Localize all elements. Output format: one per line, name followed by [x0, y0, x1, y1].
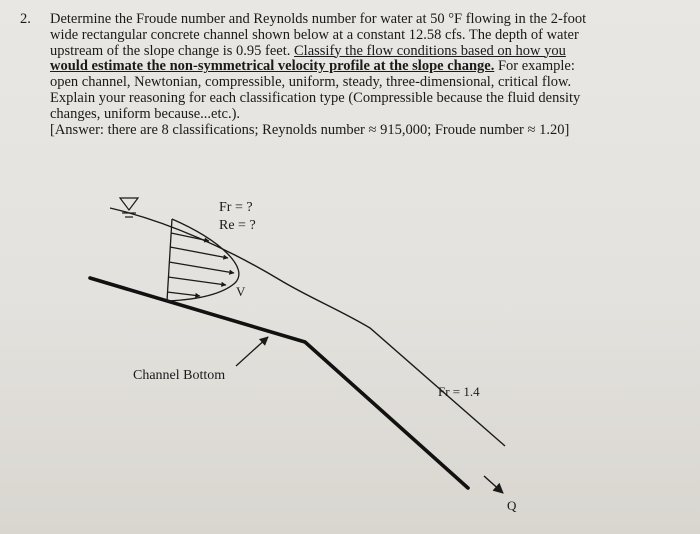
downstream-froude-label: Fr = 1.4: [438, 384, 480, 399]
channel-bottom-pointer: [236, 337, 268, 366]
water-surface-line: [110, 208, 505, 446]
text-segment: upstream of the slope change is 0.95 feet.: [50, 42, 295, 59]
text-segment: For example:: [494, 58, 575, 75]
answer-text: [Answer: there are 8 classifications; Reynolds number ≈ 915,000; Froude number ≈ 1.20]: [50, 121, 570, 138]
text-segment: Explain your reasoning for each classification type (Compressible because the fluid density: [50, 89, 581, 106]
underlined-text: Classify the flow conditions based on how you: [294, 42, 566, 59]
flow-rate-label: Q: [507, 498, 517, 513]
text-segment: open channel, Newtonian, compressible, uniform, steady, three-dimensional, critical flow.: [50, 74, 572, 91]
problem-number: 2.: [20, 11, 31, 27]
channel-bottom-label: Channel Bottom: [133, 368, 226, 383]
velocity-label: V: [236, 284, 246, 299]
froude-unknown-label: Fr = ?: [219, 200, 253, 215]
reynolds-unknown-label: Re = ?: [219, 218, 256, 233]
underlined-bold-text: would estimate the non-symmetrical velocity profile at the slope change.: [50, 58, 495, 75]
text-segment: wide rectangular concrete channel shown below at a constant 12.58 cfs. The depth of water: [50, 26, 579, 43]
text-segment: Determine the Froude number and Reynolds number for water at 50 °F flowing in the 2-foot: [50, 11, 587, 27]
text-segment: changes, uniform because...etc.).: [50, 105, 241, 122]
flow-arrow: [484, 476, 503, 493]
